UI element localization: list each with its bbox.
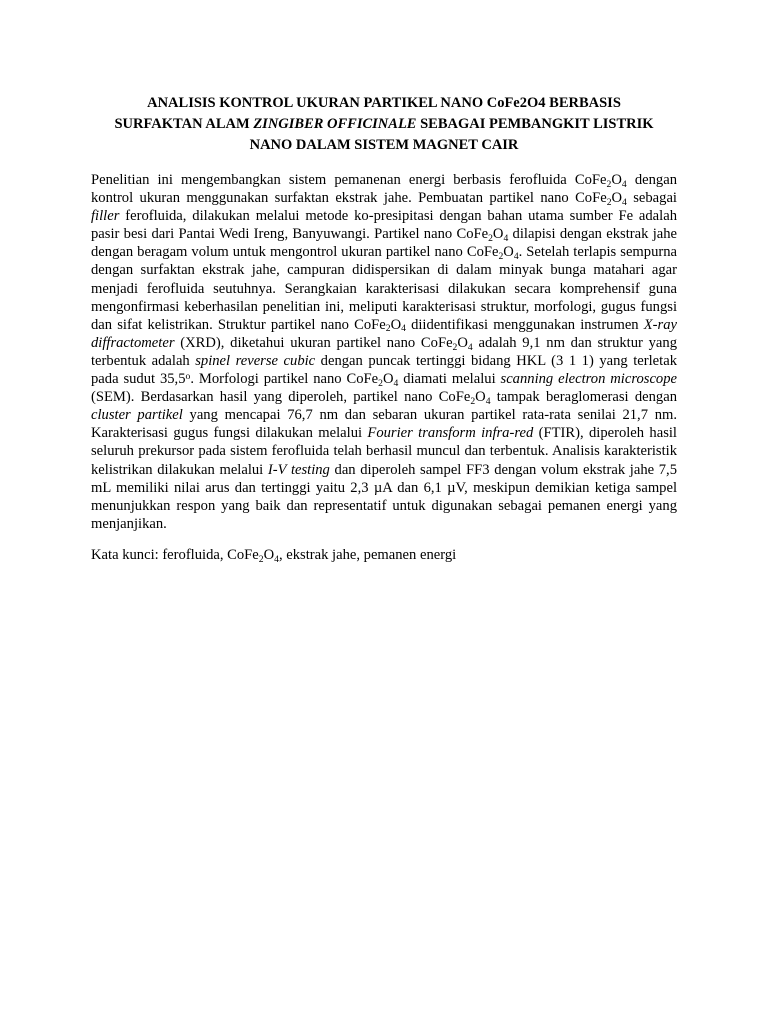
abstract-text: dilapisi dengan ekstrak jahe dengan beragam volum untuk mengontrol ukuran partikel nano xyxy=(91,226,677,261)
abstract-text: diidentifikasi menggunakan instrumen xyxy=(405,316,644,333)
keywords-suffix: , ekstrak jahe, pemanen energi xyxy=(278,547,457,563)
document-title xyxy=(60,93,708,156)
formula-o-subscript: 4 xyxy=(393,377,399,389)
formula-base: CoFe xyxy=(354,316,386,333)
formula-fe-subscript: 2 xyxy=(378,377,383,389)
formula-oxygen: O xyxy=(611,172,622,188)
formula-base: CoFe xyxy=(438,389,471,406)
formula-fe-subscript: 2 xyxy=(258,553,264,565)
abstract-italic-term: I-V testing xyxy=(267,461,330,478)
keywords-line xyxy=(91,546,677,564)
abstract-text: sebagai xyxy=(626,190,677,207)
formula-base: CoFe xyxy=(466,244,499,261)
formula-fe-subscript: 2 xyxy=(385,323,391,335)
formula-oxygen: O xyxy=(390,316,402,333)
abstract-italic-term: Fourier transform infra-red xyxy=(367,425,534,442)
formula-oxygen: O xyxy=(492,226,504,243)
abstract-text: (XRD), diketahui ukuran partikel nano xyxy=(174,334,421,351)
abstract-text: dengan kontrol ukuran menggunakan surfaktan ekstrak jahe. Pembuatan partikel nano xyxy=(91,172,677,207)
formula-cofe2o4 xyxy=(575,172,627,188)
degree-superscript: o xyxy=(185,370,191,382)
formula-fe-subscript: 2 xyxy=(606,196,612,208)
title-line-2-part-c: SEBAGAI PEMBANGKIT LISTRIK xyxy=(416,116,654,132)
title-line-2 xyxy=(60,114,708,135)
abstract-italic-term: X-ray diffractometer xyxy=(91,316,677,351)
formula-cofe2o4 xyxy=(575,190,627,206)
formula-fe-subscript: 2 xyxy=(606,178,612,190)
abstract-text: dan diperoleh sampel FF3 dengan volum ekstrak jahe 7,5 mL memiliki nilai arus dan tertinggi yaitu 2,3 µA dan 6,1 µV, meskipun demikian ketiga sampel menunjukkan respon yang baik dan representatif untuk digunakan sebagai pemanen energi yang menjanjikan. xyxy=(91,461,677,532)
abstract-text: ferofluida, dilakukan melalui metode ko-presipitasi dengan bahan utama sumber Fe adalah pasir besi dari Pantai Wedi Ireng, Banyuwangi. Partikel nano xyxy=(91,208,677,243)
abstract-italic-term: cluster partikel xyxy=(91,407,183,424)
formula-oxygen: O xyxy=(382,371,394,388)
formula-cofe2o4 xyxy=(466,244,519,263)
formula-base: CoFe xyxy=(456,226,489,243)
formula-o-subscript: 4 xyxy=(622,196,627,208)
abstract-text: . Setelah terlapis sempurna dengan surfaktan ekstrak jahe, campuran didispersikan di dalam minyak bunga matahari agar menjadi ferofluida seutuhnya. Serangkaian karakterisasi dilakukan secara komprehensif guna mengonfirmasi keberhasilan penelitian ini, meliputi karakterisasi struktur, morfologi, gugus fungsi dan sifat kelistrikan. Struktur partikel nano xyxy=(91,244,677,333)
formula-base: CoFe xyxy=(346,371,379,388)
formula-cofe2o4 xyxy=(439,389,491,405)
abstract-text: tampak beraglomerasi dengan xyxy=(490,389,678,406)
abstract-text: yang mencapai 76,7 nm dan sebaran ukuran partikel rata-rata senilai 21,7 nm. Karakterisasi gugus fungsi dilakukan melalui xyxy=(91,407,677,442)
abstract-text: Penelitian ini mengembangkan sistem pemanenan energi berbasis ferofluida xyxy=(91,172,575,188)
formula-oxygen: O xyxy=(611,190,623,207)
title-line-1: ANALISIS KONTROL UKURAN PARTIKEL NANO CoFe2O4 BERBASIS xyxy=(147,95,621,111)
abstract-italic-term: scanning electron microscope xyxy=(500,371,678,388)
title-line-2-part-a: SURFAKTAN ALAM xyxy=(114,116,254,132)
abstract-text: adalah 9,1 nm dan struktur yang terbentuk adalah xyxy=(91,334,677,369)
formula-base: CoFe xyxy=(575,190,607,207)
formula-cofe2o4 xyxy=(421,335,473,351)
abstract-text: (SEM). Berdasarkan hasil yang diperoleh, partikel nano xyxy=(91,389,439,406)
formula-base: CoFe xyxy=(420,334,453,351)
abstract-text: diamati melalui xyxy=(398,371,501,388)
formula-o-subscript: 4 xyxy=(621,178,627,190)
formula-oxygen: O xyxy=(475,389,486,406)
formula-o-subscript: 4 xyxy=(467,341,473,353)
formula-o-subscript: 4 xyxy=(503,232,509,244)
formula-fe-subscript: 2 xyxy=(470,395,476,407)
formula-o-subscript: 4 xyxy=(513,251,519,263)
abstract-text: dengan puncak tertinggi bidang HKL (3 1 1) yang terletak pada sudut 35,5 xyxy=(91,352,677,388)
title-line-3: NANO DALAM SISTEM MAGNET CAIR xyxy=(249,137,519,153)
formula-o-subscript: 4 xyxy=(401,323,406,335)
formula-cofe2o4 xyxy=(227,547,279,563)
keywords-prefix: Kata kunci: ferofluida, xyxy=(91,547,228,563)
abstract-italic-term: filler xyxy=(91,208,120,225)
formula-fe-subscript: 2 xyxy=(488,232,493,244)
formula-cofe2o4 xyxy=(347,371,399,387)
formula-fe-subscript: 2 xyxy=(452,341,458,353)
abstract-text: (FTIR), diperoleh hasil seluruh prekursor pada sistem ferofluida telah berhasil muncul dan terbentuk. Analisis karakteristik kelistrikan dilakukan melalui xyxy=(91,425,677,478)
abstract-text: . Morfologi partikel nano xyxy=(190,371,347,388)
formula-cofe2o4 xyxy=(456,226,508,242)
formula-base: CoFe xyxy=(574,172,607,188)
abstract-paragraph xyxy=(91,171,677,533)
formula-o-subscript: 4 xyxy=(274,553,279,565)
formula-fe-subscript: 2 xyxy=(498,251,504,263)
formula-cofe2o4 xyxy=(354,317,406,333)
formula-oxygen: O xyxy=(503,244,514,261)
formula-base: CoFe xyxy=(227,547,259,563)
formula-o-subscript: 4 xyxy=(485,395,491,407)
formula-oxygen: O xyxy=(457,334,468,351)
abstract-italic-term: spinel reverse cubic xyxy=(195,352,316,369)
title-italic-species: ZINGIBER OFFICINALE xyxy=(253,116,417,132)
formula-oxygen: O xyxy=(263,547,275,563)
